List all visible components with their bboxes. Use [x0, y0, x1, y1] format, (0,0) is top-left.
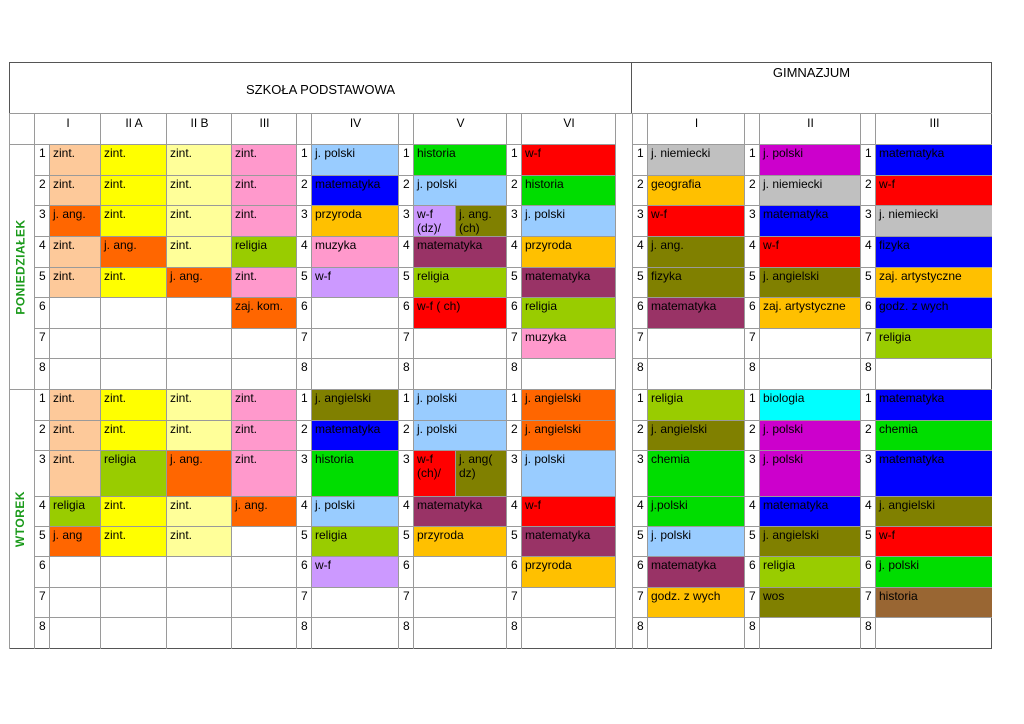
lesson-cell: j. polski	[413, 389, 506, 420]
lesson-cell: zint.	[100, 267, 166, 297]
lesson-cell: zint.	[231, 205, 296, 236]
lesson-cell	[759, 617, 860, 649]
lesson-cell: j. angielski	[311, 389, 398, 420]
lesson-cell	[647, 358, 744, 389]
lesson-cell: matematyka	[521, 526, 615, 556]
header-day-cell	[9, 113, 34, 144]
column-header: III	[875, 113, 992, 144]
lesson-cell: j. ang( dz)	[455, 450, 506, 496]
lesson-number: 2	[632, 420, 647, 450]
lesson-cell: religia	[647, 389, 744, 420]
lesson-number: 6	[34, 556, 49, 587]
lesson-number: 5	[296, 267, 311, 297]
lesson-cell: zint.	[166, 420, 231, 450]
lesson-cell	[413, 617, 506, 649]
lesson-cell: j. polski	[521, 450, 615, 496]
column-header: I	[34, 113, 100, 144]
lesson-number: 6	[632, 556, 647, 587]
lesson-cell: geografia	[647, 175, 744, 205]
lesson-cell: j. ang.	[166, 267, 231, 297]
lesson-number: 3	[860, 205, 875, 236]
lesson-number: 4	[34, 496, 49, 526]
lesson-cell: j. polski	[759, 144, 860, 175]
lesson-number: 7	[296, 587, 311, 617]
lesson-cell: religia	[521, 297, 615, 328]
lesson-cell	[413, 587, 506, 617]
lesson-cell	[311, 297, 398, 328]
lesson-cell: zint.	[100, 205, 166, 236]
lesson-number: 2	[860, 420, 875, 450]
lesson-cell: j. ang	[49, 526, 100, 556]
lesson-number: 2	[860, 175, 875, 205]
lesson-cell: zint.	[166, 389, 231, 420]
lesson-number: 2	[506, 175, 521, 205]
lesson-cell: j. angielski	[759, 267, 860, 297]
lesson-cell: matematyka	[647, 556, 744, 587]
lesson-number: 6	[506, 556, 521, 587]
lesson-cell: zint.	[166, 144, 231, 175]
lesson-number: 8	[296, 617, 311, 649]
lesson-cell	[413, 328, 506, 358]
lesson-cell	[231, 587, 296, 617]
lesson-cell	[311, 358, 398, 389]
lesson-cell: muzyka	[311, 236, 398, 267]
lesson-cell: historia	[875, 587, 992, 617]
lesson-cell	[231, 328, 296, 358]
header-num-cell	[860, 113, 875, 144]
lesson-cell: religia	[231, 236, 296, 267]
lesson-cell: j. angielski	[875, 496, 992, 526]
lesson-cell: historia	[413, 144, 506, 175]
lesson-cell: matematyka	[759, 496, 860, 526]
lesson-cell: chemia	[875, 420, 992, 450]
lesson-cell	[166, 358, 231, 389]
lesson-cell: religia	[100, 450, 166, 496]
lesson-cell: j. niemiecki	[647, 144, 744, 175]
lesson-cell: zint.	[100, 144, 166, 175]
column-header: VI	[521, 113, 615, 144]
lesson-cell: religia	[311, 526, 398, 556]
lesson-number: 6	[860, 556, 875, 587]
lesson-cell: j. polski	[759, 450, 860, 496]
lesson-cell: j. ang.	[100, 236, 166, 267]
lesson-number: 3	[744, 205, 759, 236]
lesson-number: 3	[296, 205, 311, 236]
lesson-number: 8	[744, 358, 759, 389]
lesson-number: 2	[506, 420, 521, 450]
lesson-number: 8	[34, 617, 49, 649]
lesson-number: 6	[398, 297, 413, 328]
lesson-cell: w-f	[311, 556, 398, 587]
lesson-number: 1	[506, 144, 521, 175]
lesson-cell: w-f	[759, 236, 860, 267]
lesson-cell: matematyka	[647, 297, 744, 328]
lesson-number: 4	[506, 496, 521, 526]
lesson-number: 8	[632, 617, 647, 649]
lesson-cell	[231, 617, 296, 649]
lesson-number: 6	[860, 297, 875, 328]
lesson-number: 4	[296, 496, 311, 526]
lesson-cell: j. polski	[413, 420, 506, 450]
lesson-cell	[100, 358, 166, 389]
lesson-cell: przyroda	[311, 205, 398, 236]
lesson-cell: zint.	[49, 144, 100, 175]
lesson-number: 5	[398, 526, 413, 556]
lesson-cell: j. angielski	[521, 389, 615, 420]
lesson-cell	[311, 617, 398, 649]
lesson-number: 8	[860, 617, 875, 649]
lesson-number: 7	[34, 328, 49, 358]
lesson-number: 7	[398, 587, 413, 617]
lesson-number: 1	[744, 389, 759, 420]
lesson-cell: matematyka	[311, 420, 398, 450]
lesson-number: 5	[860, 267, 875, 297]
lesson-cell: w-f (ch)/	[413, 450, 455, 496]
lesson-cell: religia	[413, 267, 506, 297]
lesson-cell: w-f	[875, 175, 992, 205]
lesson-cell	[100, 587, 166, 617]
lesson-cell: zint.	[100, 420, 166, 450]
lesson-cell: j. polski	[875, 556, 992, 587]
lesson-cell: zaj. artystyczne	[759, 297, 860, 328]
lesson-cell: j. angielski	[759, 526, 860, 556]
lesson-cell: j. ang.	[49, 205, 100, 236]
lesson-number: 1	[744, 144, 759, 175]
lesson-cell: j. ang.	[231, 496, 296, 526]
lesson-cell: j. niemiecki	[875, 205, 992, 236]
lesson-cell: zaj. artystyczne	[875, 267, 992, 297]
lesson-number: 6	[506, 297, 521, 328]
lesson-cell: godz. z wych	[875, 297, 992, 328]
lesson-number: 1	[296, 144, 311, 175]
lesson-cell: zint.	[231, 144, 296, 175]
lesson-cell	[311, 587, 398, 617]
lesson-cell: matematyka	[311, 175, 398, 205]
lesson-cell: zint.	[231, 450, 296, 496]
lesson-cell	[311, 328, 398, 358]
lesson-cell	[413, 556, 506, 587]
header-num-cell	[632, 113, 647, 144]
lesson-number: 1	[860, 389, 875, 420]
lesson-cell: w-f (dz)/	[413, 205, 455, 236]
lesson-cell: zint.	[49, 420, 100, 450]
lesson-cell	[166, 587, 231, 617]
lesson-cell	[875, 358, 992, 389]
lesson-cell: zint.	[49, 389, 100, 420]
lesson-cell: historia	[311, 450, 398, 496]
lesson-number: 3	[506, 450, 521, 496]
lesson-cell: zint.	[231, 389, 296, 420]
lesson-cell: w-f	[311, 267, 398, 297]
lesson-number: 3	[34, 450, 49, 496]
lesson-cell	[100, 328, 166, 358]
lesson-number: 8	[744, 617, 759, 649]
lesson-number: 2	[398, 420, 413, 450]
lesson-cell: j. polski	[521, 205, 615, 236]
lesson-number: 8	[506, 358, 521, 389]
lesson-number: 6	[398, 556, 413, 587]
lesson-cell	[759, 358, 860, 389]
lesson-cell	[759, 328, 860, 358]
lesson-number: 7	[744, 328, 759, 358]
lesson-cell: zint.	[49, 450, 100, 496]
lesson-cell: zint.	[49, 267, 100, 297]
lesson-number: 5	[744, 267, 759, 297]
lesson-cell: historia	[521, 175, 615, 205]
lesson-cell: j. polski	[311, 496, 398, 526]
lesson-number: 3	[34, 205, 49, 236]
lesson-cell: j. polski	[759, 420, 860, 450]
lesson-number: 7	[34, 587, 49, 617]
lesson-number: 5	[632, 526, 647, 556]
lesson-cell	[521, 358, 615, 389]
lesson-number: 2	[296, 420, 311, 450]
header-num-cell	[744, 113, 759, 144]
lesson-cell: matematyka	[521, 267, 615, 297]
lesson-number: 4	[398, 236, 413, 267]
lesson-number: 3	[632, 205, 647, 236]
lesson-cell: religia	[49, 496, 100, 526]
lesson-number: 5	[34, 526, 49, 556]
lesson-number: 1	[632, 144, 647, 175]
lesson-cell: zint.	[49, 236, 100, 267]
lesson-cell	[49, 556, 100, 587]
lesson-number: 3	[398, 450, 413, 496]
lesson-cell: fizyka	[875, 236, 992, 267]
lesson-cell	[413, 358, 506, 389]
lesson-cell	[166, 617, 231, 649]
lesson-number: 4	[632, 236, 647, 267]
lesson-number: 5	[632, 267, 647, 297]
lesson-cell: muzyka	[521, 328, 615, 358]
lesson-number: 8	[34, 358, 49, 389]
lesson-number: 7	[398, 328, 413, 358]
column-header: III	[231, 113, 296, 144]
lesson-number: 5	[506, 526, 521, 556]
lesson-number: 1	[296, 389, 311, 420]
lesson-cell: chemia	[647, 450, 744, 496]
lesson-number: 2	[632, 175, 647, 205]
lesson-number: 2	[34, 175, 49, 205]
lesson-cell: j. polski	[311, 144, 398, 175]
lesson-cell: zaj. kom.	[231, 297, 296, 328]
lesson-number: 4	[744, 496, 759, 526]
lesson-number: 5	[744, 526, 759, 556]
lesson-cell	[231, 358, 296, 389]
day-label-monday: PONIEDZIAŁEK	[13, 218, 27, 315]
lesson-number: 5	[506, 267, 521, 297]
lesson-number: 7	[860, 587, 875, 617]
column-header: V	[413, 113, 506, 144]
lesson-cell: j.polski	[647, 496, 744, 526]
lesson-cell	[875, 617, 992, 649]
header-num-cell	[506, 113, 521, 144]
lesson-cell: w-f	[875, 526, 992, 556]
header-num-cell	[398, 113, 413, 144]
lesson-cell	[521, 587, 615, 617]
lesson-cell: zint.	[49, 175, 100, 205]
lesson-number: 2	[398, 175, 413, 205]
lesson-number: 8	[398, 358, 413, 389]
lesson-number: 1	[398, 144, 413, 175]
lesson-number: 4	[860, 236, 875, 267]
lesson-number: 4	[506, 236, 521, 267]
lesson-cell	[521, 617, 615, 649]
lesson-cell: zint.	[100, 175, 166, 205]
lesson-number: 2	[34, 420, 49, 450]
lesson-cell: zint.	[231, 267, 296, 297]
lesson-cell: biologia	[759, 389, 860, 420]
lesson-cell: przyroda	[521, 236, 615, 267]
lesson-number: 1	[632, 389, 647, 420]
lesson-cell: religia	[759, 556, 860, 587]
lesson-number: 7	[296, 328, 311, 358]
column-header: II	[759, 113, 860, 144]
lesson-number: 5	[296, 526, 311, 556]
column-header: II B	[166, 113, 231, 144]
lesson-cell	[49, 297, 100, 328]
lesson-number: 6	[296, 556, 311, 587]
lesson-cell: zint.	[166, 236, 231, 267]
lesson-number: 5	[860, 526, 875, 556]
lesson-cell: matematyka	[759, 205, 860, 236]
lesson-number: 3	[296, 450, 311, 496]
lesson-number: 4	[632, 496, 647, 526]
lesson-cell: w-f	[521, 496, 615, 526]
lesson-number: 7	[744, 587, 759, 617]
lesson-number: 4	[296, 236, 311, 267]
day-label-tuesday: WTOREK	[13, 490, 27, 548]
lesson-cell	[166, 328, 231, 358]
lesson-number: 4	[34, 236, 49, 267]
lesson-cell	[231, 556, 296, 587]
lesson-number: 3	[860, 450, 875, 496]
lesson-cell	[100, 617, 166, 649]
lesson-cell: religia	[875, 328, 992, 358]
szkola-podstawowa-title: SZKOŁA PODSTAWOWA	[245, 82, 396, 97]
lesson-number: 8	[860, 358, 875, 389]
lesson-number: 6	[744, 297, 759, 328]
lesson-cell	[647, 328, 744, 358]
lesson-number: 2	[744, 175, 759, 205]
lesson-number: 8	[296, 358, 311, 389]
lesson-number: 1	[398, 389, 413, 420]
lesson-cell: matematyka	[875, 450, 992, 496]
lesson-number: 6	[632, 297, 647, 328]
lesson-cell: matematyka	[413, 236, 506, 267]
lesson-cell	[49, 587, 100, 617]
lesson-number: 3	[632, 450, 647, 496]
lesson-cell: matematyka	[875, 389, 992, 420]
lesson-number: 8	[398, 617, 413, 649]
lesson-number: 7	[860, 328, 875, 358]
lesson-cell: zint.	[166, 175, 231, 205]
column-header: IV	[311, 113, 398, 144]
lesson-cell	[100, 556, 166, 587]
lesson-number: 7	[506, 587, 521, 617]
timetable	[9, 62, 992, 649]
lesson-cell: wos	[759, 587, 860, 617]
lesson-cell: matematyka	[413, 496, 506, 526]
lesson-cell: zint.	[231, 175, 296, 205]
lesson-cell: zint.	[100, 526, 166, 556]
lesson-number: 3	[506, 205, 521, 236]
lesson-cell: przyroda	[521, 556, 615, 587]
lesson-number: 2	[744, 420, 759, 450]
lesson-cell	[49, 328, 100, 358]
column-header: II A	[100, 113, 166, 144]
lesson-number: 6	[744, 556, 759, 587]
lesson-cell: w-f	[647, 205, 744, 236]
lesson-cell: j. polski	[647, 526, 744, 556]
lesson-cell: w-f	[521, 144, 615, 175]
lesson-number: 3	[398, 205, 413, 236]
lesson-cell	[100, 297, 166, 328]
header-num-cell	[296, 113, 311, 144]
lesson-number: 6	[34, 297, 49, 328]
lesson-cell: zint.	[166, 496, 231, 526]
lesson-number: 4	[744, 236, 759, 267]
lesson-cell	[647, 617, 744, 649]
lesson-cell: j. polski	[413, 175, 506, 205]
lesson-number: 2	[296, 175, 311, 205]
lesson-number: 1	[860, 144, 875, 175]
lesson-cell: zint.	[166, 205, 231, 236]
lesson-number: 7	[632, 587, 647, 617]
lesson-number: 3	[744, 450, 759, 496]
lesson-number: 4	[398, 496, 413, 526]
lesson-cell: j. angielski	[647, 420, 744, 450]
lesson-cell: zint.	[100, 389, 166, 420]
lesson-cell: j. ang. (ch)	[455, 205, 506, 236]
lesson-cell: zint.	[231, 420, 296, 450]
lesson-number: 8	[506, 617, 521, 649]
column-header: I	[647, 113, 744, 144]
lesson-number: 5	[398, 267, 413, 297]
lesson-cell: j. ang.	[647, 236, 744, 267]
lesson-cell: w-f ( ch)	[413, 297, 506, 328]
gimnazjum-title: GIMNAZJUM	[772, 65, 851, 80]
lesson-cell: j. niemiecki	[759, 175, 860, 205]
lesson-number: 4	[860, 496, 875, 526]
lesson-cell	[231, 526, 296, 556]
lesson-number: 1	[34, 389, 49, 420]
lesson-number: 7	[632, 328, 647, 358]
lesson-cell	[166, 297, 231, 328]
lesson-number: 8	[632, 358, 647, 389]
lesson-cell: zint.	[166, 526, 231, 556]
school-separator	[615, 113, 632, 649]
lesson-cell: j. ang.	[166, 450, 231, 496]
lesson-number: 6	[296, 297, 311, 328]
lesson-cell: j. angielski	[521, 420, 615, 450]
lesson-number: 7	[506, 328, 521, 358]
lesson-cell	[49, 617, 100, 649]
lesson-number: 1	[506, 389, 521, 420]
lesson-cell: przyroda	[413, 526, 506, 556]
lesson-cell: godz. z wych	[647, 587, 744, 617]
lesson-cell: zint.	[100, 496, 166, 526]
lesson-number: 1	[34, 144, 49, 175]
lesson-number: 5	[34, 267, 49, 297]
lesson-cell: matematyka	[875, 144, 992, 175]
lesson-cell	[49, 358, 100, 389]
lesson-cell	[166, 556, 231, 587]
lesson-cell: fizyka	[647, 267, 744, 297]
